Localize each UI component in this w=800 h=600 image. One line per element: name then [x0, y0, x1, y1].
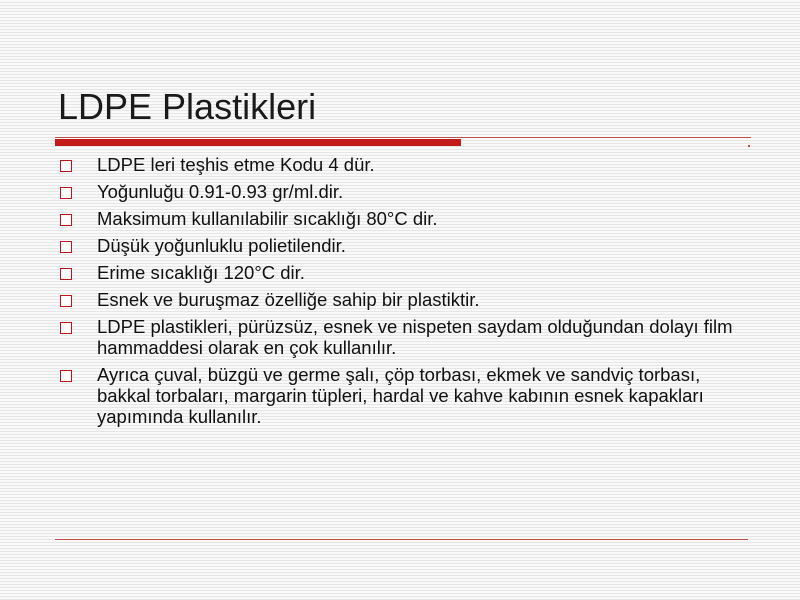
bullet-item [60, 235, 750, 256]
square-bullet-icon [60, 187, 72, 199]
footer-rule [55, 539, 748, 540]
bullet-text: Düşük yoğunluklu polietilendir. [97, 235, 346, 256]
slide-title: LDPE Plastikleri [58, 86, 317, 127]
square-bullet-icon [60, 370, 72, 382]
bullet-item [60, 364, 750, 427]
bullet-text: Ayrıca çuval, büzgü ve germe şalı, çöp torbası, ekmek ve sandviç torbası, bakkal torbaları, margarin tüpleri, hardal ve kahve kabının esnek kapakları yapımında kullanılır. [97, 364, 704, 427]
bullet-text: LDPE plastikleri, pürüzsüz, esnek ve nispeten saydam olduğundan dolayı film hammaddesi olarak en çok kullanılır. [97, 316, 733, 358]
bullet-item [60, 181, 750, 202]
square-bullet-icon [60, 214, 72, 226]
bullet-text: Yoğunluğu 0.91-0.93 gr/ml.dir. [97, 181, 344, 202]
bullet-text: Erime sıcaklığı 120°C dir. [97, 262, 305, 283]
title-rule-thin [55, 137, 751, 138]
title-rule-tick [748, 145, 750, 147]
bullet-list [60, 154, 750, 433]
bullet-item [60, 316, 750, 358]
bullet-text: Maksimum kullanılabilir sıcaklığı 80°C dir. [97, 208, 438, 229]
square-bullet-icon [60, 241, 72, 253]
bullet-item [60, 262, 750, 283]
bullet-item [60, 289, 750, 310]
bullet-item [60, 208, 750, 229]
square-bullet-icon [60, 295, 72, 307]
square-bullet-icon [60, 268, 72, 280]
bullet-text: Esnek ve buruşmaz özelliğe sahip bir plastiktir. [97, 289, 480, 310]
title-rule-accent [55, 139, 461, 146]
bullet-item [60, 154, 750, 175]
square-bullet-icon [60, 322, 72, 334]
square-bullet-icon [60, 160, 72, 172]
bullet-text: LDPE leri teşhis etme Kodu 4 dür. [97, 154, 375, 175]
